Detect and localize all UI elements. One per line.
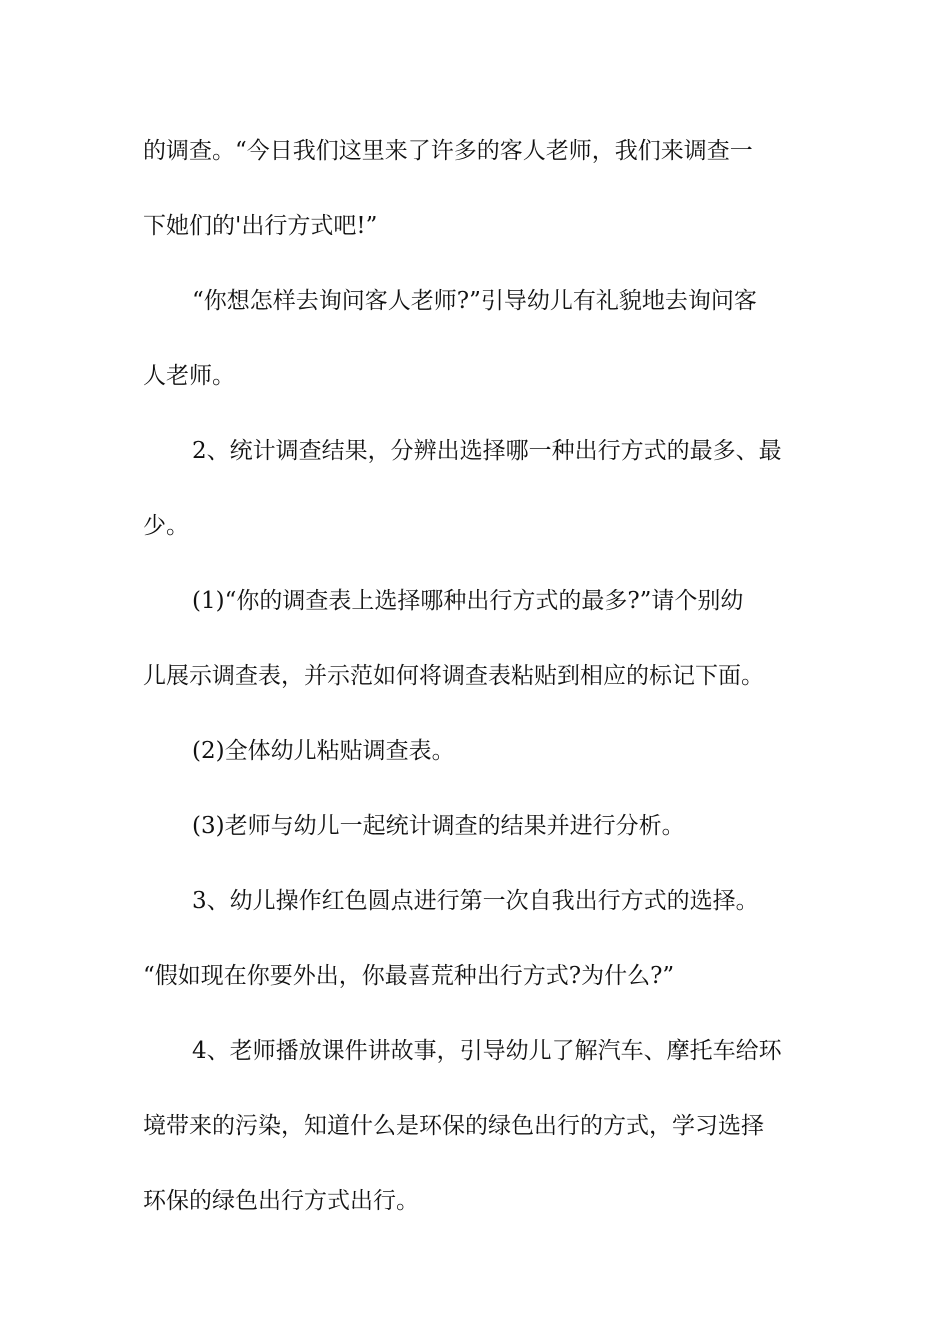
text-line: (2)全体幼儿粘贴调查表。 <box>192 738 455 764</box>
text-line: “假如现在你要外出，你最喜荒种出行方式?为什么?” <box>143 963 675 989</box>
text-line: 环保的绿色出行方式出行。 <box>143 1188 419 1214</box>
text-line: 4、老师播放课件讲故事，引导幼儿了解汽车、摩托车给环 <box>192 1038 782 1064</box>
text-line: 境带来的污染，知道什么是环保的绿色出行的方式，学习选择 <box>143 1113 764 1139</box>
text-line: 儿展示调查表，并示范如何将调查表粘贴到相应的标记下面。 <box>143 663 764 689</box>
text-line: 3、幼儿操作红色圆点进行第一次自我出行方式的选择。 <box>192 888 759 914</box>
text-line: (3)老师与幼儿一起统计调查的结果并进行分析。 <box>192 813 685 839</box>
text-line: 的调查。“今日我们这里来了许多的客人老师，我们来调查一 <box>143 138 753 164</box>
text-line: 人老师。 <box>143 363 235 389</box>
text-line: 2、统计调查结果，分辨出选择哪一种出行方式的最多、最 <box>192 438 782 464</box>
text-line: 少。 <box>143 513 189 539</box>
text-line: (1)“你的调查表上选择哪种出行方式的最多?”请个别幼 <box>192 588 744 614</box>
text-line: “你想怎样去询问客人老师?”引导幼儿有礼貌地去询问客 <box>192 288 757 314</box>
text-line: 下她们的'出行方式吧!” <box>143 213 378 239</box>
